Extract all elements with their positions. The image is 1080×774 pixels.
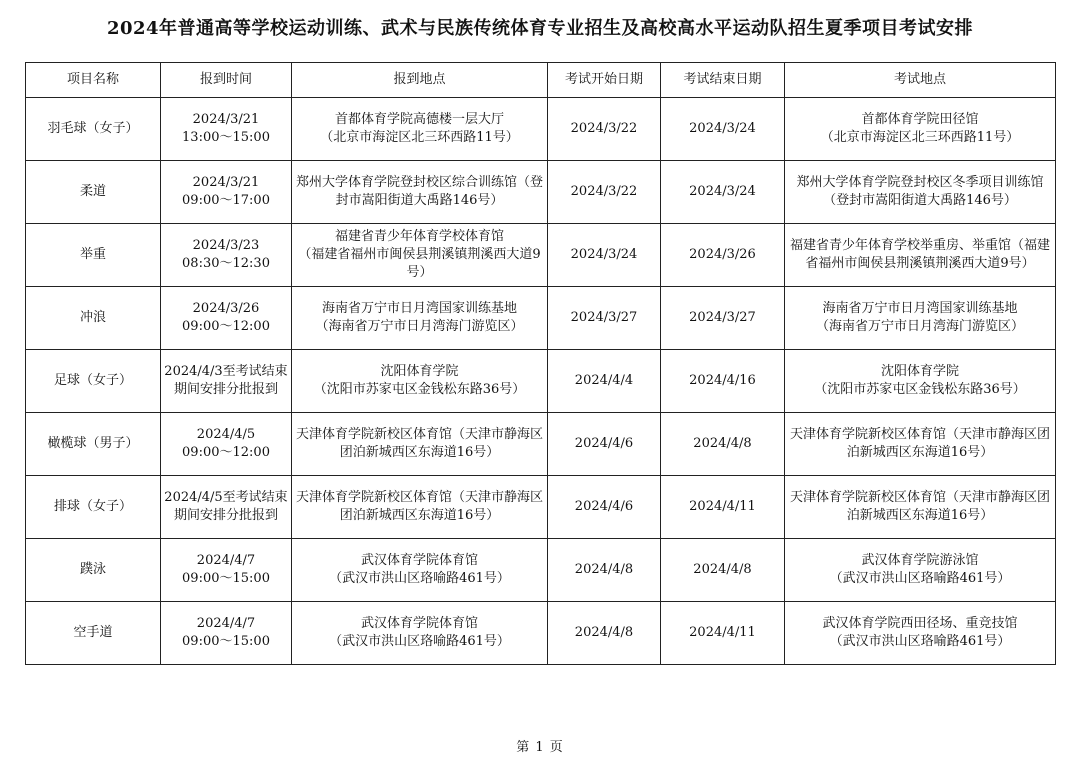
schedule-table	[25, 62, 1056, 665]
cell-exam-place: 天津体育学院新校区体育馆（天津市静海区团泊新城西区东海道16号）	[785, 476, 1056, 539]
cell-checkin-time: 2024/3/21 13:00～15:00	[161, 98, 292, 161]
cell-checkin-place: 首都体育学院高德楼一层大厅 （北京市海淀区北三环西路11号）	[292, 98, 548, 161]
cell-item-name: 举重	[26, 224, 161, 287]
cell-end-date: 2024/4/8	[661, 539, 785, 602]
table-row	[26, 350, 1056, 413]
cell-end-date: 2024/4/8	[661, 413, 785, 476]
table-row	[26, 602, 1056, 665]
cell-exam-place: 郑州大学体育学院登封校区冬季项目训练馆（登封市嵩阳街道大禹路146号）	[785, 161, 1056, 224]
cell-exam-place: 沈阳体育学院 （沈阳市苏家屯区金钱松东路36号）	[785, 350, 1056, 413]
cell-start-date: 2024/4/8	[548, 602, 661, 665]
table-row	[26, 161, 1056, 224]
table-header-row	[26, 63, 1056, 98]
header-checkin-time: 报到时间	[161, 63, 292, 98]
cell-checkin-place: 海南省万宁市日月湾国家训练基地 （海南省万宁市日月湾海门游览区）	[292, 287, 548, 350]
table-row	[26, 287, 1056, 350]
cell-end-date: 2024/3/27	[661, 287, 785, 350]
cell-checkin-time: 2024/3/26 09:00～12:00	[161, 287, 292, 350]
table-row	[26, 98, 1056, 161]
cell-checkin-time: 2024/3/23 08:30～12:30	[161, 224, 292, 287]
cell-exam-place: 天津体育学院新校区体育馆（天津市静海区团泊新城西区东海道16号）	[785, 413, 1056, 476]
cell-item-name: 空手道	[26, 602, 161, 665]
cell-checkin-place: 天津体育学院新校区体育馆（天津市静海区团泊新城西区东海道16号）	[292, 476, 548, 539]
cell-end-date: 2024/3/24	[661, 161, 785, 224]
cell-checkin-place: 武汉体育学院体育馆 （武汉市洪山区珞喻路461号）	[292, 539, 548, 602]
cell-start-date: 2024/3/27	[548, 287, 661, 350]
cell-item-name: 足球（女子）	[26, 350, 161, 413]
cell-checkin-time: 2024/4/5 09:00～12:00	[161, 413, 292, 476]
cell-item-name: 羽毛球（女子）	[26, 98, 161, 161]
cell-exam-place: 福建省青少年体育学校举重房、举重馆（福建省福州市闽侯县荆溪镇荆溪西大道9号）	[785, 224, 1056, 287]
cell-end-date: 2024/4/16	[661, 350, 785, 413]
cell-end-date: 2024/4/11	[661, 476, 785, 539]
cell-checkin-place: 福建省青少年体育学校体育馆 （福建省福州市闽侯县荆溪镇荆溪西大道9号）	[292, 224, 548, 287]
header-start-date: 考试开始日期	[548, 63, 661, 98]
document-title: 2024年普通高等学校运动训练、武术与民族传统体育专业招生及高校高水平运动队招生夏季项目考试安排	[106, 18, 974, 39]
cell-end-date: 2024/4/11	[661, 602, 785, 665]
cell-start-date: 2024/4/6	[548, 476, 661, 539]
cell-item-name: 蹼泳	[26, 539, 161, 602]
cell-checkin-place: 郑州大学体育学院登封校区综合训练馆（登封市嵩阳街道大禹路146号）	[292, 161, 548, 224]
cell-end-date: 2024/3/26	[661, 224, 785, 287]
cell-checkin-place: 武汉体育学院体育馆 （武汉市洪山区珞喻路461号）	[292, 602, 548, 665]
cell-exam-place: 武汉体育学院西田径场、重竞技馆 （武汉市洪山区珞喻路461号）	[785, 602, 1056, 665]
cell-start-date: 2024/4/6	[548, 413, 661, 476]
cell-exam-place: 海南省万宁市日月湾国家训练基地 （海南省万宁市日月湾海门游览区）	[785, 287, 1056, 350]
cell-start-date: 2024/4/4	[548, 350, 661, 413]
cell-start-date: 2024/3/22	[548, 161, 661, 224]
cell-end-date: 2024/3/24	[661, 98, 785, 161]
cell-checkin-place: 天津体育学院新校区体育馆（天津市静海区团泊新城西区东海道16号）	[292, 413, 548, 476]
cell-checkin-time: 2024/3/21 09:00～17:00	[161, 161, 292, 224]
cell-item-name: 冲浪	[26, 287, 161, 350]
cell-exam-place: 首都体育学院田径馆 （北京市海淀区北三环西路11号）	[785, 98, 1056, 161]
cell-checkin-time: 2024/4/3至考试结束期间安排分批报到	[161, 350, 292, 413]
header-end-date: 考试结束日期	[661, 63, 785, 98]
table-row	[26, 413, 1056, 476]
cell-start-date: 2024/3/24	[548, 224, 661, 287]
cell-checkin-time: 2024/4/7 09:00～15:00	[161, 539, 292, 602]
cell-item-name: 橄榄球（男子）	[26, 413, 161, 476]
cell-checkin-time: 2024/4/7 09:00～15:00	[161, 602, 292, 665]
cell-checkin-time: 2024/4/5至考试结束期间安排分批报到	[161, 476, 292, 539]
table-row	[26, 476, 1056, 539]
cell-item-name: 排球（女子）	[26, 476, 161, 539]
cell-exam-place: 武汉体育学院游泳馆 （武汉市洪山区珞喻路461号）	[785, 539, 1056, 602]
cell-start-date: 2024/3/22	[548, 98, 661, 161]
table-row	[26, 539, 1056, 602]
table-row	[26, 224, 1056, 287]
cell-start-date: 2024/4/8	[548, 539, 661, 602]
page-number: 第 1 页	[516, 740, 564, 755]
header-item-name: 项目名称	[26, 63, 161, 98]
cell-checkin-place: 沈阳体育学院 （沈阳市苏家屯区金钱松东路36号）	[292, 350, 548, 413]
cell-item-name: 柔道	[26, 161, 161, 224]
header-checkin-place: 报到地点	[292, 63, 548, 98]
header-exam-place: 考试地点	[785, 63, 1056, 98]
